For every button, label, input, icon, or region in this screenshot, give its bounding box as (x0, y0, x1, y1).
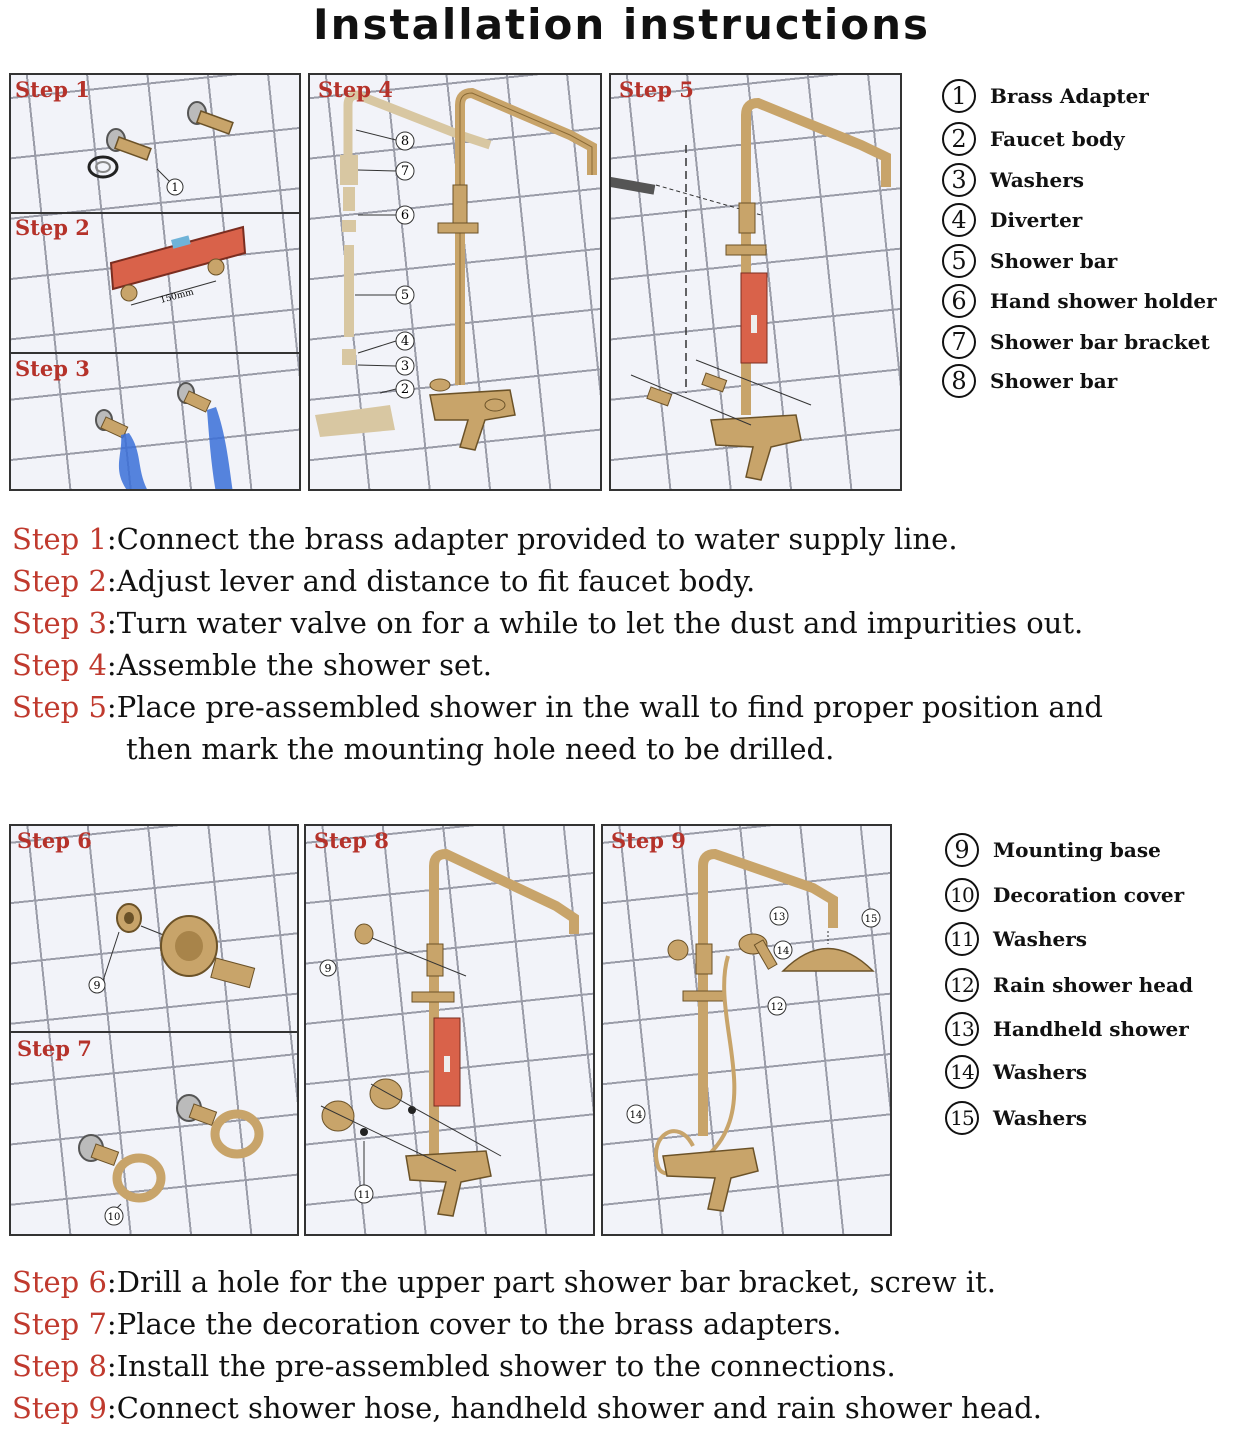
legend-number: 15 (945, 1101, 979, 1135)
legend-label: Washers (993, 927, 1088, 951)
legend-item-4 (942, 203, 1082, 237)
legend-item-11 (945, 922, 1087, 956)
legend-item-2 (942, 122, 1125, 156)
illustration-steps-1-3 (11, 75, 301, 491)
parts-legend-top (942, 79, 1242, 409)
legend-label: Rain shower head (993, 973, 1193, 997)
legend-number: 3 (942, 163, 976, 197)
legend-number: 11 (945, 922, 979, 956)
step-line-3 (12, 602, 1103, 644)
legend-item-8 (942, 364, 1117, 398)
step-label: Step 8 (12, 1349, 107, 1383)
legend-label: Washers (993, 1060, 1088, 1084)
step-5-tag: Step 5 (619, 77, 694, 102)
step-line-2 (12, 560, 1103, 602)
step-label: Step 1 (12, 522, 107, 556)
steps-text-bottom (12, 1261, 1042, 1429)
brass-adapter-right (188, 102, 233, 134)
step-3-tag: Step 3 (15, 356, 90, 381)
step-6-tag: Step 6 (17, 828, 92, 853)
step-text: :Place pre-assembled shower in the wall to find proper position and (106, 690, 1103, 724)
callout-6: 6 (400, 208, 410, 223)
step-line-1 (12, 518, 1103, 560)
illustration-step-9 (603, 826, 892, 1236)
legend-label: Shower bar (990, 369, 1118, 393)
illustration-step-8 (306, 826, 595, 1236)
step-label: Step 5 (12, 690, 107, 724)
steps-text-top (12, 518, 1103, 770)
panel-step-9 (601, 824, 892, 1236)
step-2-tag: Step 2 (15, 215, 90, 240)
legend-number: 1 (942, 79, 976, 113)
legend-number: 12 (945, 968, 979, 1002)
step-line-4 (12, 644, 1103, 686)
step-line-7 (12, 1303, 1042, 1345)
page-title: Installation instructions (312, 0, 931, 49)
callout-9-step6: 9 (93, 979, 101, 992)
step-label: Step 7 (12, 1307, 107, 1341)
spirit-level (111, 227, 245, 289)
step-text: :Turn water valve on for a while to let the dust and impurities out. (106, 606, 1084, 640)
legend-number: 8 (942, 364, 976, 398)
step-line-5-continued: then mark the mounting hole need to be drilled. (126, 732, 835, 766)
callout-1: 1 (171, 181, 179, 194)
step-text: :Connect shower hose, handheld shower and rain shower head. (106, 1391, 1042, 1425)
legend-item-5 (942, 244, 1117, 278)
callout-5: 5 (400, 288, 410, 303)
legend-item-14 (945, 1055, 1087, 1089)
step-label: Step 6 (12, 1265, 107, 1299)
legend-number: 4 (942, 203, 976, 237)
legend-label: Handheld shower (993, 1017, 1189, 1041)
legend-item-9 (945, 833, 1161, 867)
callout-9-step8: 9 (324, 962, 332, 975)
dimension-label: 150mm (159, 287, 195, 306)
legend-number: 9 (945, 833, 979, 867)
step-line-9 (12, 1387, 1042, 1429)
legend-item-1 (942, 79, 1149, 113)
legend-item-7 (942, 325, 1210, 359)
legend-number: 6 (942, 284, 976, 318)
callout-7: 7 (400, 164, 410, 179)
legend-number: 5 (942, 244, 976, 278)
legend-item-6 (942, 284, 1217, 318)
legend-item-12 (945, 968, 1193, 1002)
decoration-covers (79, 1095, 259, 1198)
step-line-5 (12, 686, 1103, 728)
legend-label: Hand shower holder (990, 289, 1217, 313)
step-text: :Install the pre-assembled shower to the connections. (106, 1349, 896, 1383)
legend-number: 2 (942, 122, 976, 156)
callout-10: 10 (107, 1212, 121, 1223)
callout-14-bottom: 14 (629, 1110, 643, 1121)
legend-item-10 (945, 878, 1184, 912)
callout-14-top: 14 (776, 946, 790, 957)
panel-step-5 (609, 73, 902, 491)
legend-label: Shower bar (990, 249, 1118, 273)
callout-15: 15 (864, 914, 878, 925)
illustration-steps-6-7 (11, 826, 299, 1236)
step-label: Step 4 (12, 648, 107, 682)
callout-3: 3 (400, 359, 410, 374)
legend-item-15 (945, 1101, 1087, 1135)
step-line-8 (12, 1345, 1042, 1387)
step-label: Step 3 (12, 606, 107, 640)
step-8-tag: Step 8 (314, 828, 389, 853)
callout-13: 13 (772, 912, 786, 923)
legend-item-13 (945, 1012, 1189, 1046)
callout-2: 2 (400, 382, 410, 397)
step-text: :Connect the brass adapter provided to water supply line. (106, 522, 958, 556)
step-7-tag: Step 7 (17, 1036, 92, 1061)
legend-label: Washers (990, 168, 1085, 192)
illustration-step-5 (611, 75, 902, 491)
panel-step-4 (308, 73, 602, 491)
legend-label: Brass Adapter (990, 84, 1149, 108)
step-text: :Drill a hole for the upper part shower bar bracket, screw it. (106, 1265, 996, 1299)
step-1-tag: Step 1 (15, 77, 90, 102)
step-line-6 (12, 1261, 1042, 1303)
legend-label: Faucet body (990, 127, 1125, 151)
step-text: :Assemble the shower set. (106, 648, 492, 682)
legend-label: Decoration cover (993, 883, 1185, 907)
legend-number: 14 (945, 1055, 979, 1089)
brass-adapter-water-left (96, 410, 149, 491)
callout-12: 12 (770, 1002, 784, 1013)
panel-steps-1-3 (9, 73, 301, 491)
step-label: Step 2 (12, 564, 107, 598)
step-text: :Place the decoration cover to the brass adapters. (106, 1307, 842, 1341)
step-text: :Adjust lever and distance to fit faucet body. (106, 564, 756, 598)
callout-8: 8 (400, 134, 410, 149)
illustration-step-4 (310, 75, 602, 491)
legend-label: Shower bar bracket (990, 330, 1210, 354)
panel-step-8 (304, 824, 595, 1236)
legend-number: 13 (945, 1012, 979, 1046)
callout-4: 4 (400, 334, 410, 349)
legend-number: 7 (942, 325, 976, 359)
step-9-tag: Step 9 (611, 828, 686, 853)
legend-number: 10 (945, 878, 979, 912)
parts-legend-bottom (945, 833, 1243, 1143)
legend-label: Mounting base (993, 838, 1161, 862)
brass-adapter-left (89, 129, 151, 177)
legend-label: Washers (993, 1106, 1088, 1130)
brass-adapter-water-right (178, 383, 233, 491)
panel-steps-6-7 (9, 824, 299, 1236)
legend-item-3 (942, 163, 1084, 197)
step-label: Step 9 (12, 1391, 107, 1425)
legend-label: Diverter (990, 208, 1083, 232)
step-4-tag: Step 4 (318, 77, 393, 102)
callout-11: 11 (357, 1190, 371, 1201)
mounting-base (117, 904, 255, 988)
